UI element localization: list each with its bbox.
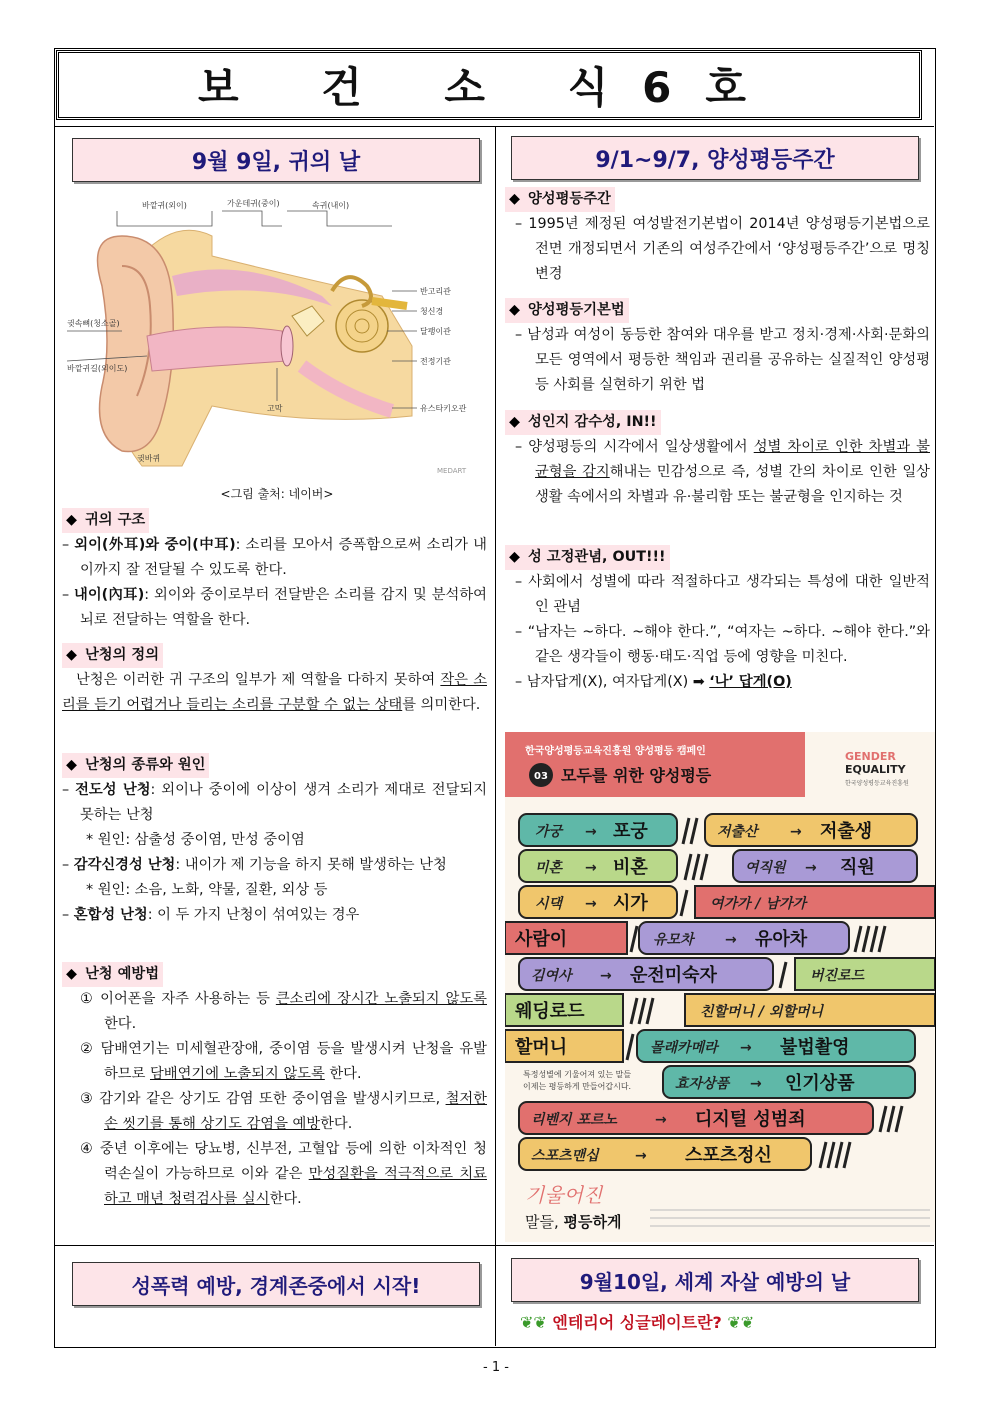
section-title: ◆ 귀의 구조 xyxy=(62,508,149,533)
list-item: – 감각신경성 난청: 내이가 제 기능을 하지 못해 발생하는 난청 xyxy=(62,857,447,873)
ear-label: 바깥귀길(외이도) xyxy=(67,364,128,373)
hearing-loss-definition: ◆ 난청의 정의 난청은 이러한 귀 구조의 일부가 제 역할을 다하지 못하여 작은 소리를 듣기 어렵거나 들리는 소리를 구분할 수 없는 상태를 의미한다. xyxy=(62,643,487,718)
newsletter-title: 보 건 소 식6호 xyxy=(198,63,780,112)
svg-text:스포츠맨십: 스포츠맨십 xyxy=(531,1148,599,1164)
poster-org: 한국양성평등교육진흥원 양성평등 캠페인 xyxy=(525,746,706,757)
svg-text:저출생: 저출생 xyxy=(820,821,873,842)
gender-equality-campaign-poster xyxy=(505,732,935,1242)
list-item: ② 담배연기는 미세혈관장애, 중이염 등을 발생시켜 난청을 유발하므로 담배연기에 노출되지 않도록 한다. xyxy=(80,1041,487,1082)
svg-text:스포츠정신: 스포츠정신 xyxy=(685,1145,772,1166)
section-title: ◆ 난청의 정의 xyxy=(62,643,163,668)
svg-text:친할머니 / 외할머니: 친할머니 / 외할머니 xyxy=(700,1004,824,1020)
ear-label: 고막 xyxy=(267,404,283,413)
svg-text:→: → xyxy=(790,824,802,840)
svg-text:직원: 직원 xyxy=(840,857,875,878)
svg-text:사람이: 사람이 xyxy=(515,929,568,950)
ear-label: 달팽이관 xyxy=(420,327,451,336)
svg-text:→: → xyxy=(655,1112,667,1128)
svg-text:김여사: 김여사 xyxy=(531,968,572,984)
ear-label: 속귀(내이) xyxy=(312,201,350,210)
divider xyxy=(54,126,934,127)
svg-text:→: → xyxy=(725,932,737,948)
ear-label: 유스타키오관 xyxy=(420,404,467,413)
section-title: ◆ 성인지 감수성, IN!! xyxy=(505,410,661,435)
ear-label: 바깥귀(외이) xyxy=(142,201,187,210)
poster-title: 모두를 위한 양성평등 xyxy=(561,766,712,785)
svg-text:→: → xyxy=(635,1148,647,1164)
list-item: ③ 감기와 같은 상기도 감염 또한 중이염을 발생시키므로, 철저한 손 씻기를 통해 상기도 감염을 예방한다. xyxy=(80,1091,487,1132)
divider xyxy=(54,1245,934,1246)
list-item: – 사회에서 성별에 따라 적절하다고 생각되는 특성에 대한 일반적인 관념 xyxy=(515,574,930,615)
hearing-loss-prevention xyxy=(62,962,487,1212)
svg-text:비혼: 비혼 xyxy=(613,857,648,878)
sprout-icon: ❦❦ xyxy=(520,1313,547,1332)
svg-text:→: → xyxy=(600,968,612,984)
list-item: ① 이어폰을 자주 사용하는 등 큰소리에 장시간 노출되지 않도록 한다. xyxy=(80,991,487,1032)
poster-bottom-script: 기울어진 xyxy=(525,1183,603,1207)
subsection-heading: ❦❦ 엔테리어 싱글레이트란? ❦❦ xyxy=(520,1313,755,1332)
poster-slogan: 말들, 평등하게 xyxy=(525,1213,622,1231)
ear-label: 귓속뼈(청소골) xyxy=(67,319,120,328)
list-item: – 양성평등의 시각에서 일상생활에서 성별 차이로 인한 차별과 불균형을 감지해내는 민감성으로 즉, 성별 간의 차이로 인한 일상생활 속에서의 차별과 유·불리함 또는 불균형을 인지하는 것 xyxy=(515,439,930,505)
hearing-loss-types: ◆ 난청의 종류와 원인 – 전도성 난청: 외이나 중이에 이상이 생겨 소리가 제대로 전달되지 못하는 난청 * 원인: 삼출성 중이염, 만성 중이염 – 감각신경성 난청: 내이가 제 기능을 하지 못해 발생하는 난청 * 원인: 소음, 노화, 약물, 질환, 외상 등 – 혼합성 난청: 이 두 가지 난청이 섞여있는 경우 xyxy=(62,753,487,928)
list-item: – 혼합성 난청: 이 두 가지 난청이 섞여있는 경우 xyxy=(62,907,360,923)
sprout-icon: ❦❦ xyxy=(727,1313,755,1332)
svg-text:웨딩로드: 웨딩로드 xyxy=(515,1001,585,1022)
svg-text:저출산: 저출산 xyxy=(717,824,758,840)
svg-text:EQUALITY: EQUALITY xyxy=(845,763,906,776)
svg-text:유모차: 유모차 xyxy=(653,932,694,948)
svg-text:운전미숙자: 운전미숙자 xyxy=(630,965,717,986)
list-item: – 내이(內耳): 외이와 중이로부터 전달받은 소리를 감지 및 분석하여 뇌로 전달하는 역할을 한다. xyxy=(62,587,487,628)
sexual-violence-header: 성폭력 예방, 경계존중에서 시작! xyxy=(72,1262,480,1306)
ear-label: 반고리관 xyxy=(420,287,451,296)
section-title: ◆ 양성평등주간 xyxy=(505,187,615,212)
svg-text:→: → xyxy=(740,1040,752,1056)
ear-label: 전정기관 xyxy=(420,357,451,366)
list-item: – 외이(外耳)와 중이(中耳): 소리를 모아서 증폭함으로써 소리가 내이까지 잘 전달될 수 있도록 한다. xyxy=(62,537,487,578)
poster-quote: 특정성별에 기울어져 있는 말들 xyxy=(523,1070,632,1079)
svg-text:시가: 시가 xyxy=(613,893,648,914)
page-number: - 1 - xyxy=(483,1360,509,1375)
svg-text:인기상품: 인기상품 xyxy=(785,1073,855,1094)
list-item: – “남자는 ~하다. ~해야 한다.”, “여자는 ~하다. ~해야 한다.”와 같은 생각들이 행동·태도·직업 등에 영향을 미친다. xyxy=(515,624,930,665)
svg-text:→: → xyxy=(585,824,597,840)
svg-text:→: → xyxy=(805,860,817,876)
ear-label: MEDART xyxy=(437,467,467,475)
svg-text:미혼: 미혼 xyxy=(535,860,563,876)
ear-label: 청신경 xyxy=(420,307,444,316)
svg-text:여가가 / 남가가: 여가가 / 남가가 xyxy=(710,896,807,912)
list-item: – 남성과 여성이 동등한 참여와 대우를 받고 정치·경제·사회·문화의 모든 영역에서 평등한 책임과 권리를 공유하는 실질적인 양성평등 사회를 실현하기 위한 법 xyxy=(515,327,930,393)
section-title: ◆ 양성평등기본법 xyxy=(505,298,629,323)
ear-anatomy-illustration xyxy=(62,196,492,481)
svg-text:유아차: 유아차 xyxy=(755,929,808,950)
ear-day-header: 9월 9일, 귀의 날 xyxy=(72,138,480,182)
ear-label: 가운데귀(중이) xyxy=(227,199,280,208)
gender-equality-week-header: 9/1~9/7, 양성평등주간 xyxy=(511,136,919,180)
list-item: – 전도성 난청: 외이나 중이에 이상이 생겨 소리가 제대로 전달되지 못하는 난청 xyxy=(62,782,488,823)
svg-text:여직원: 여직원 xyxy=(745,860,786,876)
svg-text:→: → xyxy=(585,860,597,876)
ear-label: 귓바퀴 xyxy=(137,454,161,463)
column-divider xyxy=(495,126,496,1346)
svg-text:시댁: 시댁 xyxy=(535,896,563,912)
svg-text:불법촬영: 불법촬영 xyxy=(780,1037,850,1058)
list-item: – 남자답게(X), 여자답게(X) ➡ ‘나’ 답게(O) xyxy=(515,674,792,690)
svg-text:포궁: 포궁 xyxy=(613,821,648,842)
poster-header-band xyxy=(505,732,805,797)
newsletter-title-box xyxy=(56,50,922,120)
section-title: ◆ 난청의 종류와 원인 xyxy=(62,753,209,778)
gender-equality-logo: GENDER xyxy=(845,750,896,763)
image-caption: <그림 출처: 네이버> xyxy=(220,487,334,501)
week-section xyxy=(505,187,930,287)
svg-text:→: → xyxy=(585,896,597,912)
svg-text:→: → xyxy=(750,1076,762,1092)
sensitivity-section xyxy=(505,410,930,510)
svg-text:리벤지 포르노: 리벤지 포르노 xyxy=(531,1112,618,1128)
svg-text:할머니: 할머니 xyxy=(515,1037,568,1058)
svg-text:한국양성평등교육진흥원: 한국양성평등교육진흥원 xyxy=(845,780,909,787)
svg-text:디지털 성범죄: 디지털 성범죄 xyxy=(695,1109,806,1130)
law-section xyxy=(505,298,930,398)
svg-text:몰래카메라: 몰래카메라 xyxy=(650,1040,718,1056)
ear-structure-section xyxy=(62,508,487,633)
section-title: ◆ 성 고정관념, OUT!!! xyxy=(505,545,670,570)
list-item: – 1995년 제정된 여성발전기본법이 2014년 양성평등기본법으로 전면 개정되면서 기존의 여성주간에서 ‘양성평등주간’으로 명칭 변경 xyxy=(515,216,930,282)
svg-text:효자상품: 효자상품 xyxy=(675,1076,730,1092)
list-item: ④ 중년 이후에는 당뇨병, 신부전, 고혈압 등에 의한 이차적인 청력손실이 가능하므로 이와 같은 만성질환을 적극적으로 치료하고 매년 청력검사를 실시한다. xyxy=(80,1141,487,1207)
svg-text:이제는 평등하게 만들어갑시다.: 이제는 평등하게 만들어갑시다. xyxy=(523,1082,632,1091)
svg-text:가궁: 가궁 xyxy=(535,824,563,840)
section-title: ◆ 난청 예방법 xyxy=(62,962,163,987)
suicide-prevention-header: 9월10일, 세계 자살 예방의 날 xyxy=(511,1258,919,1302)
svg-text:03: 03 xyxy=(534,771,548,782)
svg-text:버진로드: 버진로드 xyxy=(810,968,865,984)
stereotype-section xyxy=(505,545,930,695)
